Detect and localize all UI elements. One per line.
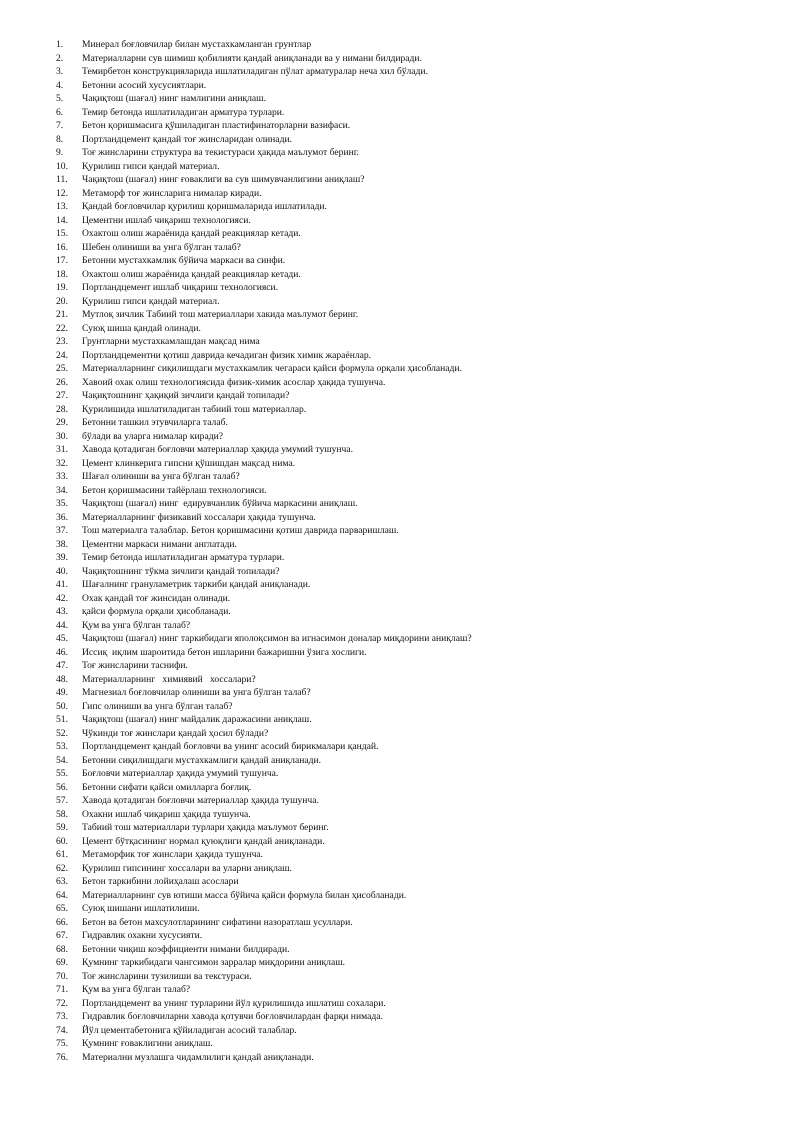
question-item [56,592,756,606]
question-number: 69. [56,957,68,968]
question-text: Цементни маркаси нимани англатади. [82,538,237,550]
question-number: 3. [56,66,64,77]
question-number: 44. [56,619,68,631]
question-text: Шебен олиниши ва унга бўлган талаб? [82,241,241,253]
question-number: 55. [56,768,68,779]
question-item [56,929,756,943]
question-text: Гидравлик охакни хусусияти. [82,930,203,941]
question-text: Материалларнинг химиявий хоссалари? [82,673,256,685]
question-item [56,38,756,52]
question-number: 1. [56,39,64,50]
question-number: 22. [56,322,68,334]
question-number: 53. [56,741,68,752]
question-text: Грунтларни мустахкамлашдан мақсад нима [82,336,260,347]
question-text: бўлади ва уларга нималар киради? [82,430,223,442]
question-item [56,214,756,228]
question-text: Бетон ва бетон махсулотларининг сифатини назоратлаш усуллари. [82,916,353,928]
question-number: 36. [56,511,68,523]
question-text: Қум ва унга бўлган талаб? [82,619,191,631]
question-item [56,767,756,781]
question-item [56,551,756,565]
question-text: Қурилиш гипси қандай материал. [82,295,220,307]
question-number: 14. [56,214,68,226]
question-number: 31. [56,444,68,455]
question-number: 35. [56,498,68,509]
question-item [56,335,756,349]
question-item [56,281,756,295]
question-text: Шағал олиниши ва унга бўлган талаб? [82,471,240,482]
question-item [56,956,756,970]
question-number: 15. [56,228,68,239]
question-text: Цемент бўтқасининг нормал қуюқлиги қандай аниқланади. [82,835,325,847]
question-number: 66. [56,916,68,928]
question-text: Бетонни ташкил этувчиларга талаб. [82,417,228,428]
question-item [56,160,756,174]
question-item [56,538,756,552]
question-text: Бетон таркибини лойиҳалаш асослари [82,876,239,887]
question-text: Чақиқтош (шағал) нинг майдалик даражасини аниқлаш. [82,714,312,725]
question-item [56,902,756,916]
question-text: Материални музлашга чидамлилиги қандай аниқланади. [82,1051,314,1063]
question-text: Чўкинди тоғ жинслари қандай ҳосил бўлади? [82,727,269,739]
question-text: Бетонни мустахкамлик бўйича маркаси ва синфи. [82,255,286,266]
question-text: Цементни ишлаб чиқариш технологияси. [82,214,251,226]
question-item [56,808,756,822]
question-number: 10. [56,160,68,172]
question-number: 71. [56,984,68,995]
question-number: 40. [56,565,68,577]
question-item [56,524,756,538]
question-text: Хавода қотадиган боғловчи материаллар ҳақида умумий тушунча. [82,444,354,455]
question-item [56,754,756,768]
question-text: Материалларнинг сиқилишдаги мустахкамлик чегараси қайси формула орқали ҳисобланади. [82,363,462,374]
question-item [56,430,756,444]
question-text: Тоғ жинсларини тузилиши ва текстураси. [82,970,252,982]
question-item [56,713,756,727]
question-item [56,484,756,498]
question-text: Портландцемент қандай боғловчи ва унинг асосий бирикмалари қандай. [82,741,379,752]
question-text: Боғловчи материаллар ҳақида умумий тушунча. [82,768,279,779]
question-item [56,268,756,282]
question-number: 74. [56,1024,68,1036]
question-text: Чақиқтошнинг тўкма зичлиги қандай топилади? [82,565,280,577]
question-item [56,106,756,120]
question-text: Иссиқ иқлим шароитида бетон ишларини бажаришни ўзига хослиги. [82,646,367,658]
question-number: 63. [56,876,68,887]
question-number: 2. [56,52,64,64]
question-number: 23. [56,336,68,347]
question-text: Тоғ жинсларини таснифи. [82,660,188,671]
question-item [56,173,756,187]
question-text: Табиий тош материаллари турлари ҳақида маълумот беринг. [82,822,329,833]
question-text: Охак қандай тоғ жинсидан олинади. [82,592,231,604]
question-text: Хавоий охак олиш технологиясида физик-химик асослар ҳақида тушунча. [82,376,386,388]
question-number: 41. [56,579,68,590]
question-text: Бетонни асосий хусусиятлари. [82,79,207,91]
question-number: 51. [56,714,68,725]
question-number: 61. [56,849,68,860]
question-item [56,943,756,957]
question-text: Чақиқтош (шағал) нинг намлигини аниқлаш. [82,93,266,104]
question-item [56,740,756,754]
question-number: 52. [56,727,68,739]
question-text: Материалларнинг сув ютиши масса бўйича қайси формула билан ҳисобланади. [82,889,407,901]
question-number: 47. [56,660,68,671]
question-item [56,686,756,700]
question-text: Қурилишида ишлатиладиган табиий тош материаллар. [82,403,307,415]
question-number: 21. [56,309,68,320]
question-number: 9. [56,147,64,158]
question-item [56,254,756,268]
question-number: 25. [56,363,68,374]
question-text: Бетонни сиқилишдаги мустахкамлиги қандай аниқланади. [82,754,322,766]
question-item [56,835,756,849]
question-item [56,848,756,862]
question-text: Магнезиал боғловчилар олиниши ва унга бўлган талаб? [82,687,311,698]
question-item [56,497,756,511]
question-text: Цемент клинкерига гипсни қўшишдан мақсад нима. [82,457,296,469]
question-text: Портландцемент ва унинг турларини йўл қурилишида ишлатиш сохалари. [82,997,386,1009]
question-item [56,227,756,241]
question-item [56,241,756,255]
question-number: 13. [56,201,68,212]
question-number: 75. [56,1038,68,1049]
question-text: Қандай боғловчилар қурилиш қоришмаларида ишлатилади. [82,201,327,212]
question-item [56,362,756,376]
question-text: Хавода қотадиган боғловчи материаллар ҳақида тушунча. [82,795,319,806]
question-text: Чақиқтош (шағал) нинг таркибидаги яполоқсимон ва игнасимон доналар миқдорини аниқлаш? [82,633,472,644]
question-number: 29. [56,417,68,428]
question-text: Материалларни сув шимиш қобилияти қандай аниқланади ва у нимани билдиради. [82,52,422,64]
question-text: Қумнинг ғоваклигини аниқлаш. [82,1038,213,1049]
question-item [56,511,756,525]
question-item [56,1024,756,1038]
question-number: 73. [56,1011,68,1022]
question-text: Қумнинг таркибидаги чангсимон зарралар миқдорини аниқлаш. [82,957,345,968]
question-item [56,200,756,214]
question-number: 27. [56,390,68,401]
question-item [56,727,756,741]
question-number: 67. [56,930,68,941]
question-item [56,781,756,795]
question-item [56,970,756,984]
question-number: 19. [56,282,68,293]
question-number: 11. [56,174,68,185]
question-text: Чақиқтошнинг ҳақиқий зичлиги қандай топилади? [82,390,290,401]
question-number: 18. [56,268,68,280]
question-item [56,376,756,390]
question-number: 46. [56,646,68,658]
question-number: 32. [56,457,68,469]
question-text: Бетон қоришмасига қўшиладиган пластифинаторларни вазифаси. [82,120,351,131]
question-number: 72. [56,997,68,1009]
question-item [56,79,756,93]
question-number: 70. [56,970,68,982]
question-number: 8. [56,133,64,145]
question-item [56,92,756,106]
question-item [56,646,756,660]
question-number: 64. [56,889,68,901]
question-number: 54. [56,754,68,766]
question-item [56,322,756,336]
question-number: 30. [56,430,68,442]
question-text: Гидравлик боғловчиларни хавода қотувчи боғловчилардан фарқи нимада. [82,1011,383,1022]
question-text: Шағалнинг грануламетрик таркиби қандай аниқланади. [82,579,311,590]
question-number: 5. [56,93,64,104]
question-number: 60. [56,835,68,847]
question-text: Йўл цементабетонига қўйиладиган асосий талаблар. [82,1024,297,1036]
question-number: 65. [56,903,68,914]
question-item [56,443,756,457]
question-number: 62. [56,862,68,874]
question-number: 7. [56,120,64,131]
question-item [56,1010,756,1024]
question-item [56,889,756,903]
question-item [56,700,756,714]
question-item [56,416,756,430]
question-number: 12. [56,187,68,199]
question-text: Охакни ишлаб чиқариш ҳақида тушунча. [82,808,251,820]
question-text: Портландцементни қотиш даврида кечадиган физик химик жараёнлар. [82,349,372,361]
question-number: 43. [56,606,68,617]
question-text: Темирбетон конструкцияларида ишлатиладиган пўлат арматуралар неча хил бўлади. [82,66,428,77]
question-item [56,821,756,835]
question-item [56,875,756,889]
question-number: 76. [56,1051,68,1063]
question-text: Метаморф тоғ жинсларига нималар киради. [82,187,262,199]
question-number: 58. [56,808,68,820]
question-text: Тош материалга талаблар. Бетон қоришмасини қотиш даврида парваришлаш. [82,525,399,536]
question-number: 38. [56,538,68,550]
question-item [56,389,756,403]
question-item [56,673,756,687]
question-number: 20. [56,295,68,307]
question-number: 34. [56,484,68,496]
question-item [56,578,756,592]
question-text: Портландцемент ишлаб чиқариш технологияси. [82,282,279,293]
question-number: 42. [56,592,68,604]
question-number: 56. [56,781,68,793]
question-item [56,349,756,363]
question-number: 16. [56,241,68,253]
question-text: Охактош олиш жараёнида қандай реакциялар кетади. [82,228,301,239]
question-text: Охактош олиш жараёнида қандай реакциялар кетади. [82,268,301,280]
question-text: Бетонни сифати қайси омилларга боғлиқ. [82,781,252,793]
question-number: 39. [56,552,68,563]
question-text: Қум ва унга бўлган талаб? [82,984,191,995]
question-number: 59. [56,822,68,833]
question-text: Қурилиш гипси қандай материал. [82,160,220,172]
question-text: Чақиқтош (шағал) нинг едирувчанлик бўйича маркасини аниқлаш. [82,498,358,509]
question-text: Темир бетонда ишлатиладиган арматура турлари. [82,552,285,563]
question-text: Метаморфик тоғ жинслари ҳақида тушунча. [82,849,264,860]
question-number: 49. [56,687,68,698]
question-text: қайси формула орқали ҳисобланади. [82,606,231,617]
question-number: 24. [56,349,68,361]
question-text: Бетон қоришмасини тайёрлаш технологияси. [82,484,267,496]
question-item [56,133,756,147]
question-item [56,997,756,1011]
question-item [56,146,756,160]
question-item [56,619,756,633]
question-text: Тоғ жинсларини структура ва текистураси ҳақида маълумот беринг. [82,147,359,158]
question-item [56,295,756,309]
question-item [56,565,756,579]
question-text: Темир бетонда ишлатиладиган арматура турлари. [82,106,285,118]
question-text: Минерал боғловчилар билан мустахкамланган грунтлар [82,39,312,50]
question-item [56,916,756,930]
question-number: 4. [56,79,64,91]
question-item [56,862,756,876]
question-item [56,119,756,133]
question-number: 45. [56,633,68,644]
question-item [56,187,756,201]
question-number: 68. [56,943,68,955]
question-number: 57. [56,795,68,806]
question-number: 37. [56,525,68,536]
question-number: 28. [56,403,68,415]
question-item [56,983,756,997]
question-item [56,632,756,646]
question-item [56,659,756,673]
question-text: Мутлоқ зичлик Табиий тош материаллари хакида маълумот беринг. [82,309,359,320]
question-item [56,1037,756,1051]
question-item [56,457,756,471]
question-item [56,1051,756,1065]
question-number: 50. [56,700,68,712]
question-text: Қурилиш гипсининг хоссалари ва уларни аниқлаш. [82,862,292,874]
question-text: Материалларнинг физикавий хоссалари ҳақида тушунча. [82,511,316,523]
question-number: 6. [56,106,64,118]
question-item [56,65,756,79]
question-item [56,794,756,808]
question-number: 26. [56,376,68,388]
question-item [56,403,756,417]
question-number: 17. [56,255,68,266]
question-number: 33. [56,471,68,482]
question-list [56,38,756,1064]
question-item [56,52,756,66]
question-item [56,605,756,619]
question-text: Чақиқтош (шағал) нинг ғоваклиги ва сув шимувчанлигини аниқлаш? [82,174,365,185]
question-item [56,308,756,322]
question-item [56,470,756,484]
question-number: 48. [56,673,68,685]
question-text: Суюқ шишани ишлатилиши. [82,903,200,914]
question-text: Суюқ шиша қандай олинади. [82,322,201,334]
question-text: Бетонни чиқиш коэффициенти нимани билдиради. [82,943,290,955]
question-text: Гипс олиниши ва унга бўлган талаб? [82,700,233,712]
question-text: Портландцемент қандай тоғ жинсларидан олинади. [82,133,292,145]
